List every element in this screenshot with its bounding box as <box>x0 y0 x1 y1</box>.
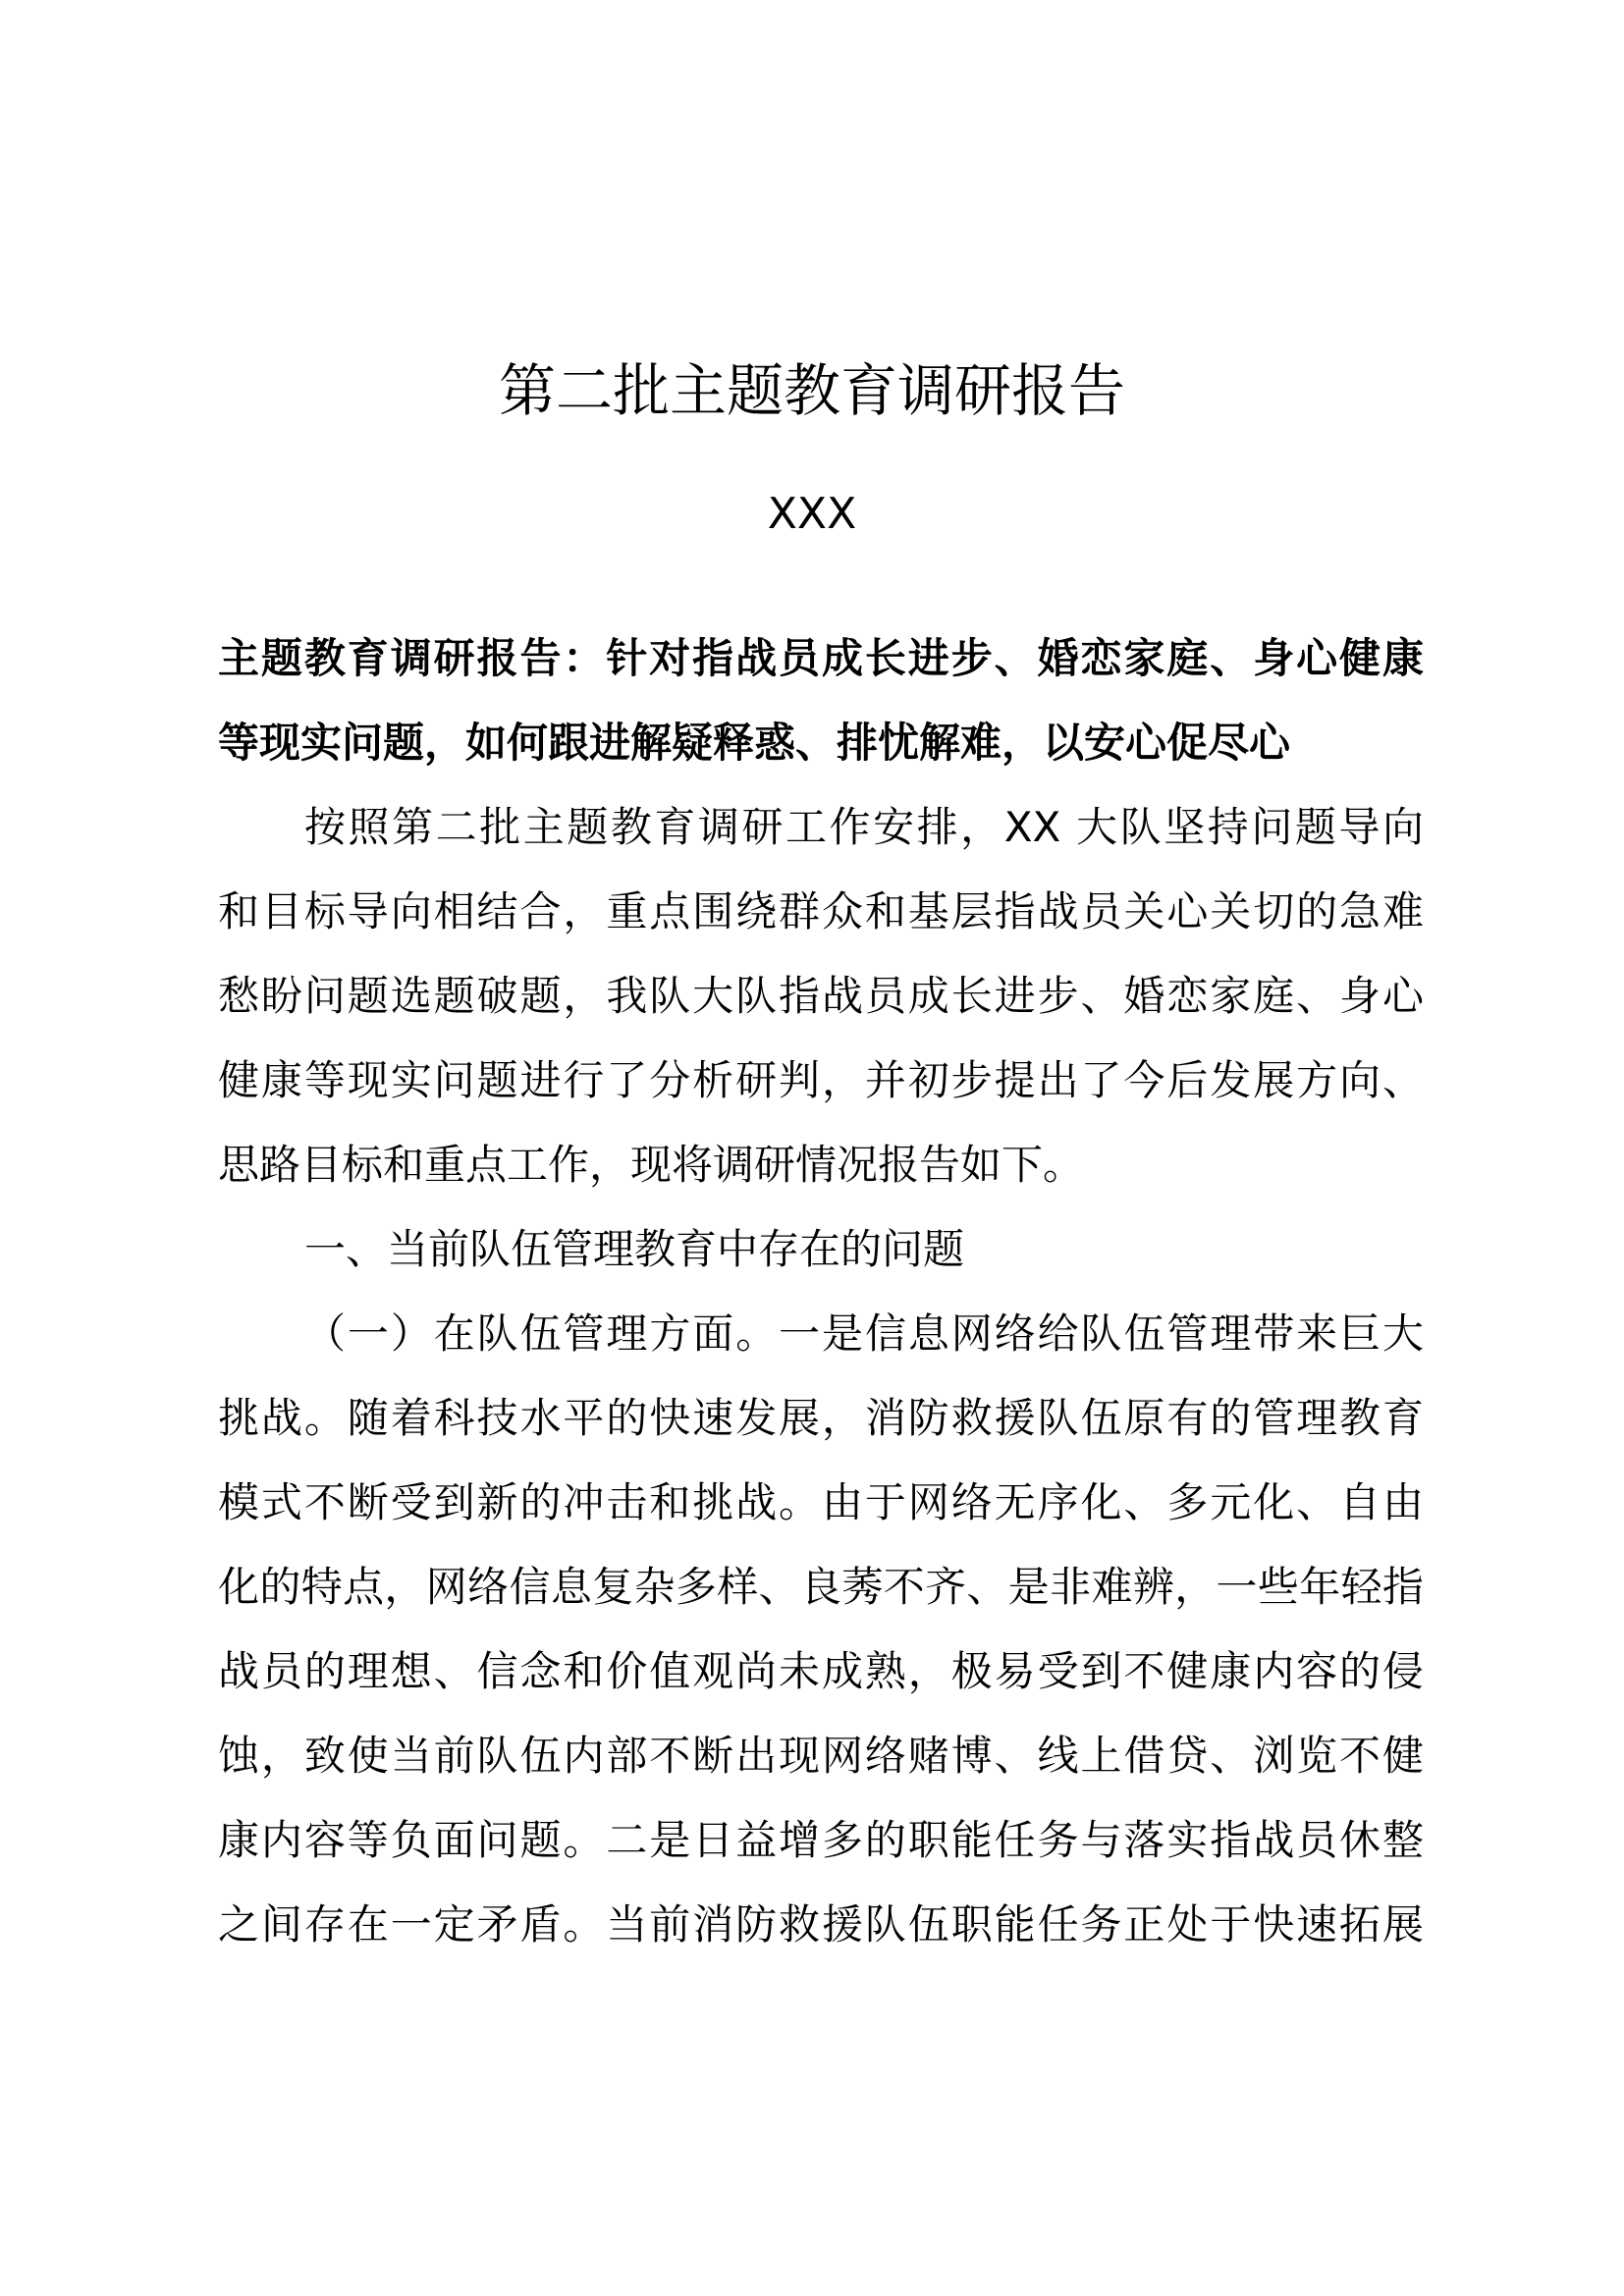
paragraph-line: 之间存在一定矛盾。当前消防救援队伍职能任务正处于快速拓展 <box>218 1900 1424 1949</box>
subtitle-line: 主题教育调研报告：针对指战员成长进步、婚恋家庭、身心健康 <box>218 634 1424 682</box>
document-title: 第二批主题教育调研报告 <box>498 357 1125 424</box>
section-heading: 一、当前队伍管理教育中存在的问题 <box>304 1225 965 1273</box>
document-body <box>218 616 1424 1967</box>
subtitle-line: 等现实问题，如何跟进解疑释惑、排忧解难，以安心促尽心 <box>218 719 1291 767</box>
paragraph-line: 蚀，致使当前队伍内部不断出现网络赌博、线上借贷、浏览不健 <box>218 1732 1424 1780</box>
paragraph-line: 康内容等负面问题。二是日益增多的职能任务与落实指战员休整 <box>218 1816 1424 1864</box>
paragraph-line: 愁盼问题选题破题，我队大队指战员成长进步、婚恋家庭、身心 <box>218 972 1424 1020</box>
paragraph-line: 战员的理想、信念和价值观尚未成熟，极易受到不健康内容的侵 <box>218 1647 1424 1695</box>
paragraph-line: 模式不断受到新的冲击和挑战。由于网络无序化、多元化、自由 <box>218 1478 1424 1526</box>
paragraph-line: （一）在队伍管理方面。一是信息网络给队伍管理带来巨大 <box>304 1309 1424 1358</box>
paragraph-line: 思路目标和重点工作，现将调研情况报告如下。 <box>218 1141 1085 1189</box>
document-author: XXX <box>767 489 857 539</box>
paragraph-line: 健康等现实问题进行了分析研判，并初步提出了今后发展方向、 <box>218 1056 1424 1104</box>
paragraph-line: 化的特点，网络信息复杂多样、良莠不齐、是非难辨，一些年轻指 <box>218 1563 1424 1611</box>
paragraph-line: 按照第二批主题教育调研工作安排，XX 大队坚持问题导向 <box>304 803 1424 851</box>
paragraph-line: 挑战。随着科技水平的快速发展，消防救援队伍原有的管理教育 <box>218 1394 1424 1442</box>
paragraph-line: 和目标导向相结合，重点围绕群众和基层指战员关心关切的急难 <box>218 887 1424 935</box>
